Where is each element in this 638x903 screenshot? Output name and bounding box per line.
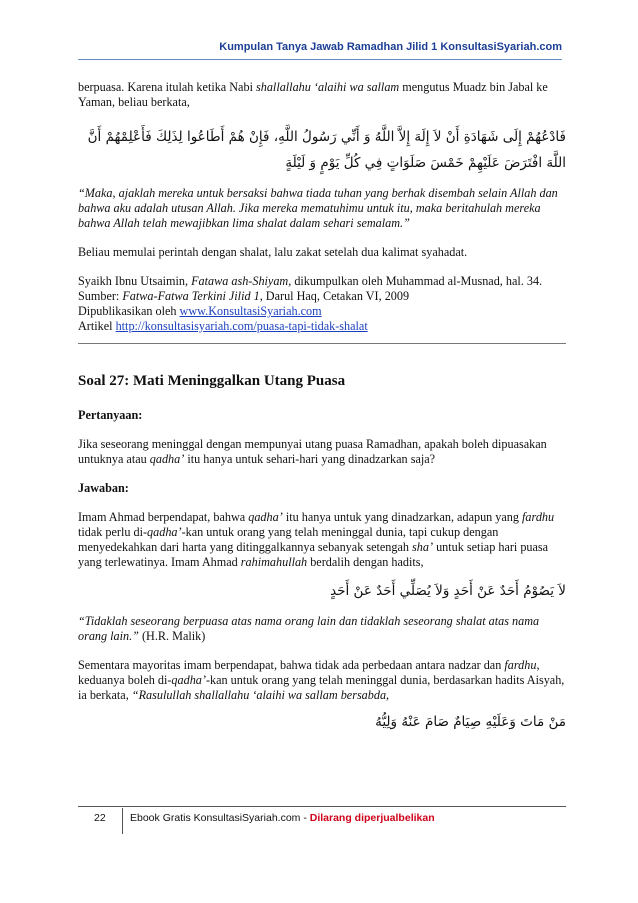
- answer-label: Jawaban:: [78, 481, 129, 495]
- text: , keduanya boleh di-: [78, 658, 540, 687]
- text: Dipublikasikan oleh: [78, 304, 180, 318]
- book-title: Fatawa ash-Shiyam: [191, 274, 289, 288]
- text: Imam Ahmad berpendapat, bahwa: [78, 510, 249, 524]
- term: fardhu: [522, 510, 555, 524]
- header-divider: [78, 59, 562, 60]
- term: sha’: [412, 540, 434, 554]
- hadith-translation-2: [78, 614, 566, 644]
- footer-label: Ebook Gratis KonsultasiSyariah.com -: [130, 812, 310, 824]
- running-header: Kumpulan Tanya Jawab Ramadhan Jilid 1 KonsultasiSyariah.com: [219, 41, 562, 53]
- footer-divider: [78, 806, 566, 807]
- answer-paragraph-1: [78, 510, 566, 570]
- text: , dikumpulkan oleh Muhammad al-Musnad, hal. 34.: [288, 274, 543, 288]
- question-label: Pertanyaan:: [78, 408, 143, 422]
- text-italic: shallallahu ‘alaihi wa sallam: [256, 80, 400, 94]
- text: itu hanya untuk sehari-hari yang dinadzarkan saja?: [184, 452, 436, 466]
- hadith-translation-1: “Maka, ajaklah mereka untuk bersaksi bahwa tiada tuhan yang berhak disembah selain Allah dan bahwa aku adalah utusan Allah. Jika mereka mematuhimu untuk itu, maka beritahulah mereka bahwa Allah telah mewajibkan lima shalat dalam sehari semalam.”: [78, 186, 558, 230]
- answer-paragraph-2: [78, 658, 566, 703]
- text: itu hanya untuk yang dinadzarkan, adapun yang: [282, 510, 523, 524]
- term: qadha’: [147, 525, 182, 539]
- translation-text: “Tidaklah seseorang berpuasa atas nama orang lain dan tidaklah seseorang shalat atas nama orang lain.”: [78, 614, 540, 643]
- publisher-link[interactable]: www.KonsultasiSyariah.com: [179, 304, 322, 318]
- text: -kan untuk orang yang telah meninggal dunia, berdasarkan hadits Aisyah, ia berkata,: [78, 673, 565, 702]
- text: Sumber:: [78, 289, 123, 303]
- text: mengutus Muadz bin Jabal ke Yaman, beliau berkata,: [78, 80, 548, 109]
- explanation-paragraph: Beliau memulai perintah dengan shalat, lalu zakat setelah dua kalimat syahadat.: [78, 245, 468, 259]
- question-paragraph: [78, 437, 566, 467]
- hadith-source: (H.R. Malik): [138, 629, 206, 643]
- publisher-line: [78, 304, 566, 319]
- text: Jika seseorang meninggal dengan mempunyai utang puasa Ramadhan, apakah boleh dipuasakan untuknya atau: [78, 437, 547, 466]
- source-reference-2: [78, 289, 566, 304]
- intro-paragraph: [78, 80, 566, 110]
- arabic-hadith-2: لاَ يَصُوْمُ أَحَدٌ عَنْ أَحَدٍ وَلاَ يُصَلِّي أَحَدٌ عَنْ أَحَدٍ: [330, 583, 566, 599]
- term: qadha’: [171, 673, 206, 687]
- article-link[interactable]: http://konsultasisyariah.com/puasa-tapi-tidak-shalat: [115, 319, 368, 333]
- quote-text: “Rasulullah shallallahu ‘alaihi wa sallam bersabda,: [131, 688, 390, 702]
- section-title: Soal 27: Mati Meninggalkan Utang Puasa: [78, 373, 346, 389]
- text: berpuasa. Karena itulah ketika Nabi: [78, 80, 256, 94]
- page-number: 22: [94, 812, 106, 824]
- text: Artikel: [78, 319, 116, 333]
- text: untuk setiap hari puasa yang terlewatinya. Imam Ahmad: [78, 540, 549, 569]
- text: berdalih dengan hadits,: [307, 555, 424, 569]
- footer-warning: Dilarang diperjualbelikan: [309, 812, 435, 824]
- arabic-hadith-1: فَادْعُهُمْ إِلَى شَهَادَةِ أَنْ لاَ إِلَهَ إِلاَّ اللَّهُ وَ أَنِّي رَسُولُ اللَّهِ، فَإِنْ هُمْ أَطَاعُوا لِذَلِكَ فَأَعْلِمْهُمْ أَنَّ اللَّهَ افْتَرَضَ عَلَيْهِمْ خَمْسَ صَلَوَاتٍ فِي كُلِّ يَوْمٍ وَ لَيْلَةٍ: [87, 129, 566, 171]
- term: fardhu: [504, 658, 537, 672]
- article-line: [78, 319, 566, 334]
- text: -kan untuk orang yang telah meninggal dunia, tapi cukup dengan menyedekahkan dari harta yang ditinggalkannya sebanyak setengah: [78, 525, 499, 554]
- section-divider: [78, 343, 566, 344]
- text: , Darul Haq, Cetakan VI, 2009: [259, 289, 410, 303]
- term: qadha’: [248, 510, 283, 524]
- footer-text: [130, 812, 435, 824]
- text: Syaikh Ibnu Utsaimin,: [78, 274, 192, 288]
- page-content: [78, 80, 566, 749]
- footer-separator: [122, 808, 123, 834]
- term: qadha’: [149, 452, 185, 466]
- arabic-hadith-3: مَنْ مَاتَ وَعَلَيْهِ صِيَامٌ صَامَ عَنْهُ وَلِيُّهُ: [375, 714, 566, 730]
- text: tidak perlu di-: [78, 525, 148, 539]
- source-reference-1: [78, 274, 566, 289]
- book-title: Fatwa-Fatwa Terkini Jilid 1: [122, 289, 260, 303]
- text: Sementara mayoritas imam berpendapat, bahwa tidak ada perbedaan antara nadzar dan: [78, 658, 505, 672]
- term: rahimahullah: [240, 555, 308, 569]
